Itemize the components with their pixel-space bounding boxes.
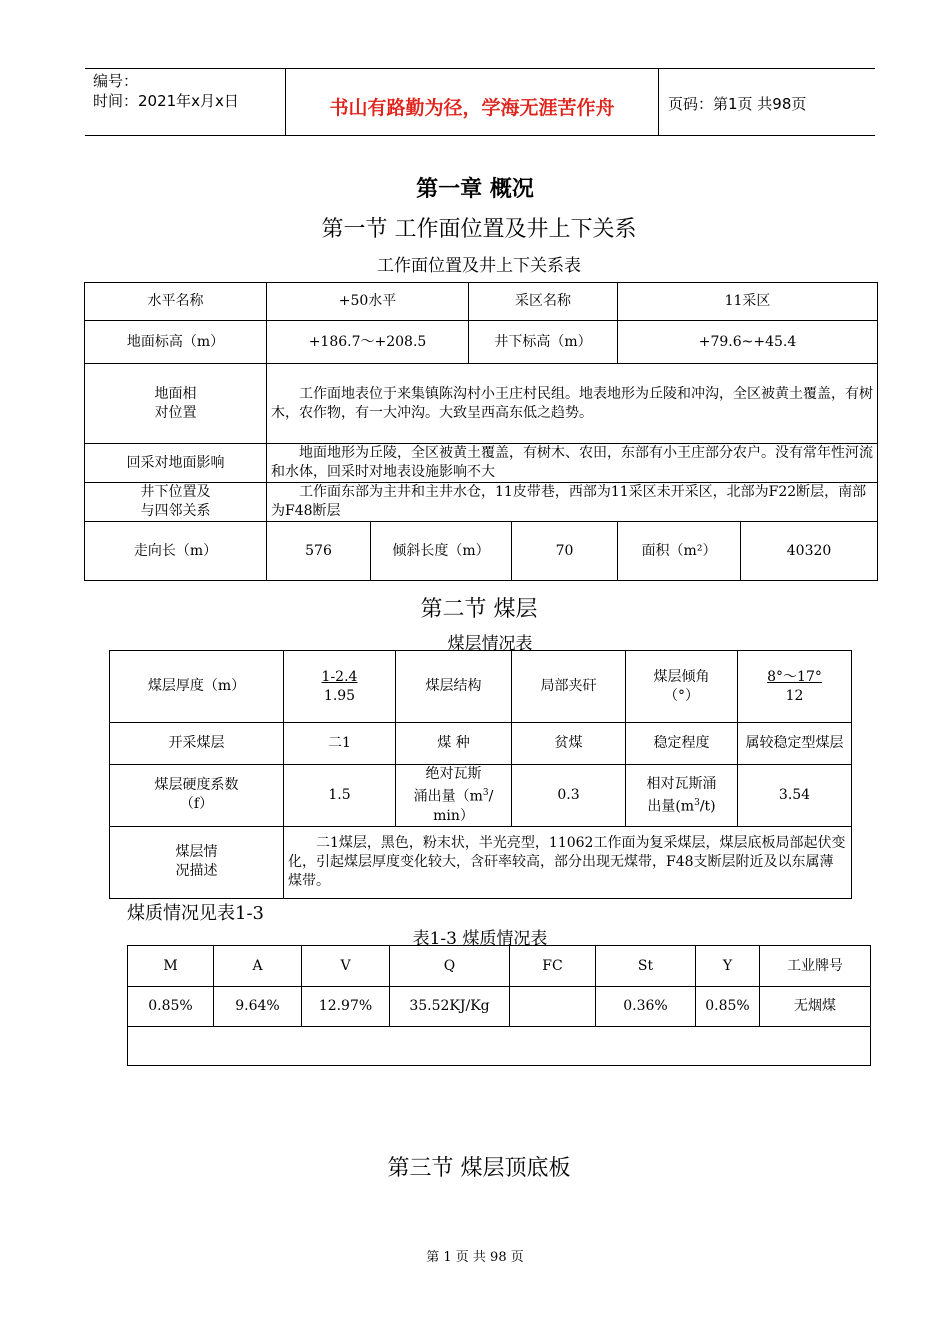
quality-table-caption: 表1-3 煤质情况表 (412, 929, 548, 949)
cell-ground-elevation-label: 地面标高（m） (85, 321, 267, 364)
cell-hardness-value: 1.5 (284, 765, 396, 827)
cell-absolute-gas-value: 0.3 (512, 765, 626, 827)
cell-relative-position-text: 工作面地表位于来集镇陈沟村小王庄村民组。地表地形为丘陵和冲沟，全区被黄土覆盖，有树木，农作物，有一大冲沟。大致呈西高东低之趋势。 (267, 364, 878, 444)
label-line: 对位置 (154, 404, 197, 421)
coal-quality-table (127, 945, 871, 1066)
cell-surface-impact-text: 地面地形为丘陵，全区被黄土覆盖，有树木、农田，东部有小王庄部分农户。没有常年性河流和水体，回采时对地表设施影响不大 (267, 444, 878, 483)
section1-table-caption: 工作面位置及井上下关系表 (377, 256, 581, 276)
cell-coal-type-label: 煤 种 (396, 723, 512, 765)
section2-title: 第二节 煤层 (420, 597, 538, 622)
thickness-range: 1-2.4 (321, 668, 358, 685)
thickness-average: 1.95 (323, 687, 356, 704)
cell-underground-position-text: 工作面东部为主井和主井水仓，11皮带巷，西部为11采区未开采区，北部为F22断层，南部为F48断层 (267, 483, 878, 522)
label-line (630, 794, 733, 817)
header-bottom-rule (85, 135, 875, 136)
header-time-label: 时间：2021年x月x日 (93, 92, 239, 110)
section2-table-caption: 煤层情况表 (447, 634, 533, 654)
cell-hardness-label (110, 765, 284, 827)
cell-relative-gas-label (626, 765, 738, 827)
section1-title: 第一节 工作面位置及井上下关系 (321, 217, 637, 242)
value-m: 0.85% (128, 987, 214, 1027)
cell-area-label: 面积（m²） (618, 522, 741, 581)
cell-relative-position-label (85, 364, 267, 444)
label-line (400, 784, 507, 807)
cell-ground-elevation-value: +186.7～+208.5 (267, 321, 469, 364)
cell-mined-seam-label: 开采煤层 (110, 723, 284, 765)
label-line: 煤层倾角 (653, 668, 710, 685)
cell-underground-elevation-label: 井下标高（m） (469, 321, 618, 364)
dip-average: 12 (785, 687, 804, 704)
cell-district-name-value: 11采区 (618, 283, 878, 321)
cell-absolute-gas-label (396, 765, 512, 827)
quality-reference: 煤质情况见表1-3 (127, 903, 264, 924)
cell-level-name-value: +50水平 (267, 283, 469, 321)
label-part: / (488, 788, 494, 805)
cell-relative-gas-value: 3.54 (738, 765, 852, 827)
page-footer: 第 1 页 共 98 页 (426, 1250, 524, 1265)
label-line: （f） (179, 796, 214, 813)
cell-dip-length-label: 倾斜长度（m） (371, 522, 512, 581)
value-y: 0.85% (696, 987, 760, 1027)
value-fc (510, 987, 596, 1027)
header-page-label: 页码：第1页 共98页 (668, 95, 807, 113)
section3-title: 第三节 煤层顶底板 (387, 1156, 571, 1181)
empty-row (128, 1027, 871, 1066)
cell-coal-type-value: 贫煤 (512, 723, 626, 765)
label-line: 相对瓦斯涌 (646, 775, 717, 792)
cell-thickness-label: 煤层厚度（m） (110, 651, 284, 723)
label-line: 煤层硬度系数 (154, 777, 239, 794)
header-code-label: 编号： (93, 72, 139, 90)
header-st: St (596, 946, 696, 987)
label-part: /t) (699, 798, 716, 815)
value-a: 9.64% (214, 987, 302, 1027)
label-line: 绝对瓦斯 (425, 766, 482, 782)
header-q: Q (390, 946, 510, 987)
value-v: 12.97% (302, 987, 390, 1027)
label-line: 与四邻关系 (140, 503, 211, 519)
label-line: 况描述 (175, 863, 218, 880)
label-line: 井下位置及 (140, 484, 211, 500)
chapter-title: 第一章 概况 (416, 177, 534, 202)
dip-range: 8°～17° (767, 668, 822, 685)
header-fc: FC (510, 946, 596, 987)
cell-underground-elevation-value: +79.6~+45.4 (618, 321, 878, 364)
cell-seam-description-text: 二1煤层，黑色，粉末状，半光亮型，11062工作面为复采煤层，煤层底板局部起伏变化，引起煤层厚度变化较大，含矸率较高，部分出现无煤带，F48支断层附近及以东属薄煤带。 (284, 826, 852, 898)
header-divider-2 (658, 68, 659, 136)
header-v: V (302, 946, 390, 987)
value-industrial-grade: 无烟煤 (760, 987, 871, 1027)
cell-seam-description-label (110, 826, 284, 898)
value-q: 35.52KJ/Kg (390, 987, 510, 1027)
cell-district-name-label: 采区名称 (469, 283, 618, 321)
position-table (84, 282, 878, 581)
cell-strike-length-value: 576 (267, 522, 371, 581)
coal-seam-table (109, 650, 852, 899)
label-part: 涌出量（m (413, 788, 483, 805)
header-top-rule (85, 68, 875, 69)
cell-mined-seam-value: 二1 (284, 723, 396, 765)
label-part: 出量(m (647, 798, 695, 815)
cell-stability-label: 稳定程度 (626, 723, 738, 765)
header-motto: 书山有路勤为径，学海无涯苦作舟 (329, 97, 615, 119)
cell-underground-position-label (85, 483, 267, 522)
header-m: M (128, 946, 214, 987)
label-line: （°） (664, 687, 699, 704)
header-a: A (214, 946, 302, 987)
cell-strike-length-label: 走向长（m） (85, 522, 267, 581)
superscript: 3 (694, 797, 700, 808)
cell-dip-angle-label (626, 651, 738, 723)
cell-level-name-label: 水平名称 (85, 283, 267, 321)
cell-thickness-value (284, 651, 396, 723)
cell-area-value: 40320 (741, 522, 878, 581)
header-y: Y (696, 946, 760, 987)
cell-stability-value: 属较稳定型煤层 (738, 723, 852, 765)
cell-parting-label: 局部夹矸 (512, 651, 626, 723)
cell-dip-angle-value (738, 651, 852, 723)
value-st: 0.36% (596, 987, 696, 1027)
label-line: 地面相 (154, 385, 197, 402)
cell-dip-length-value: 70 (512, 522, 618, 581)
label-line: min） (433, 807, 474, 824)
cell-surface-impact-label: 回采对地面影响 (85, 444, 267, 483)
cell-structure-label: 煤层结构 (396, 651, 512, 723)
superscript: 3 (482, 788, 489, 798)
header-industrial-grade: 工业牌号 (760, 946, 871, 987)
label-line: 煤层情 (175, 844, 218, 861)
